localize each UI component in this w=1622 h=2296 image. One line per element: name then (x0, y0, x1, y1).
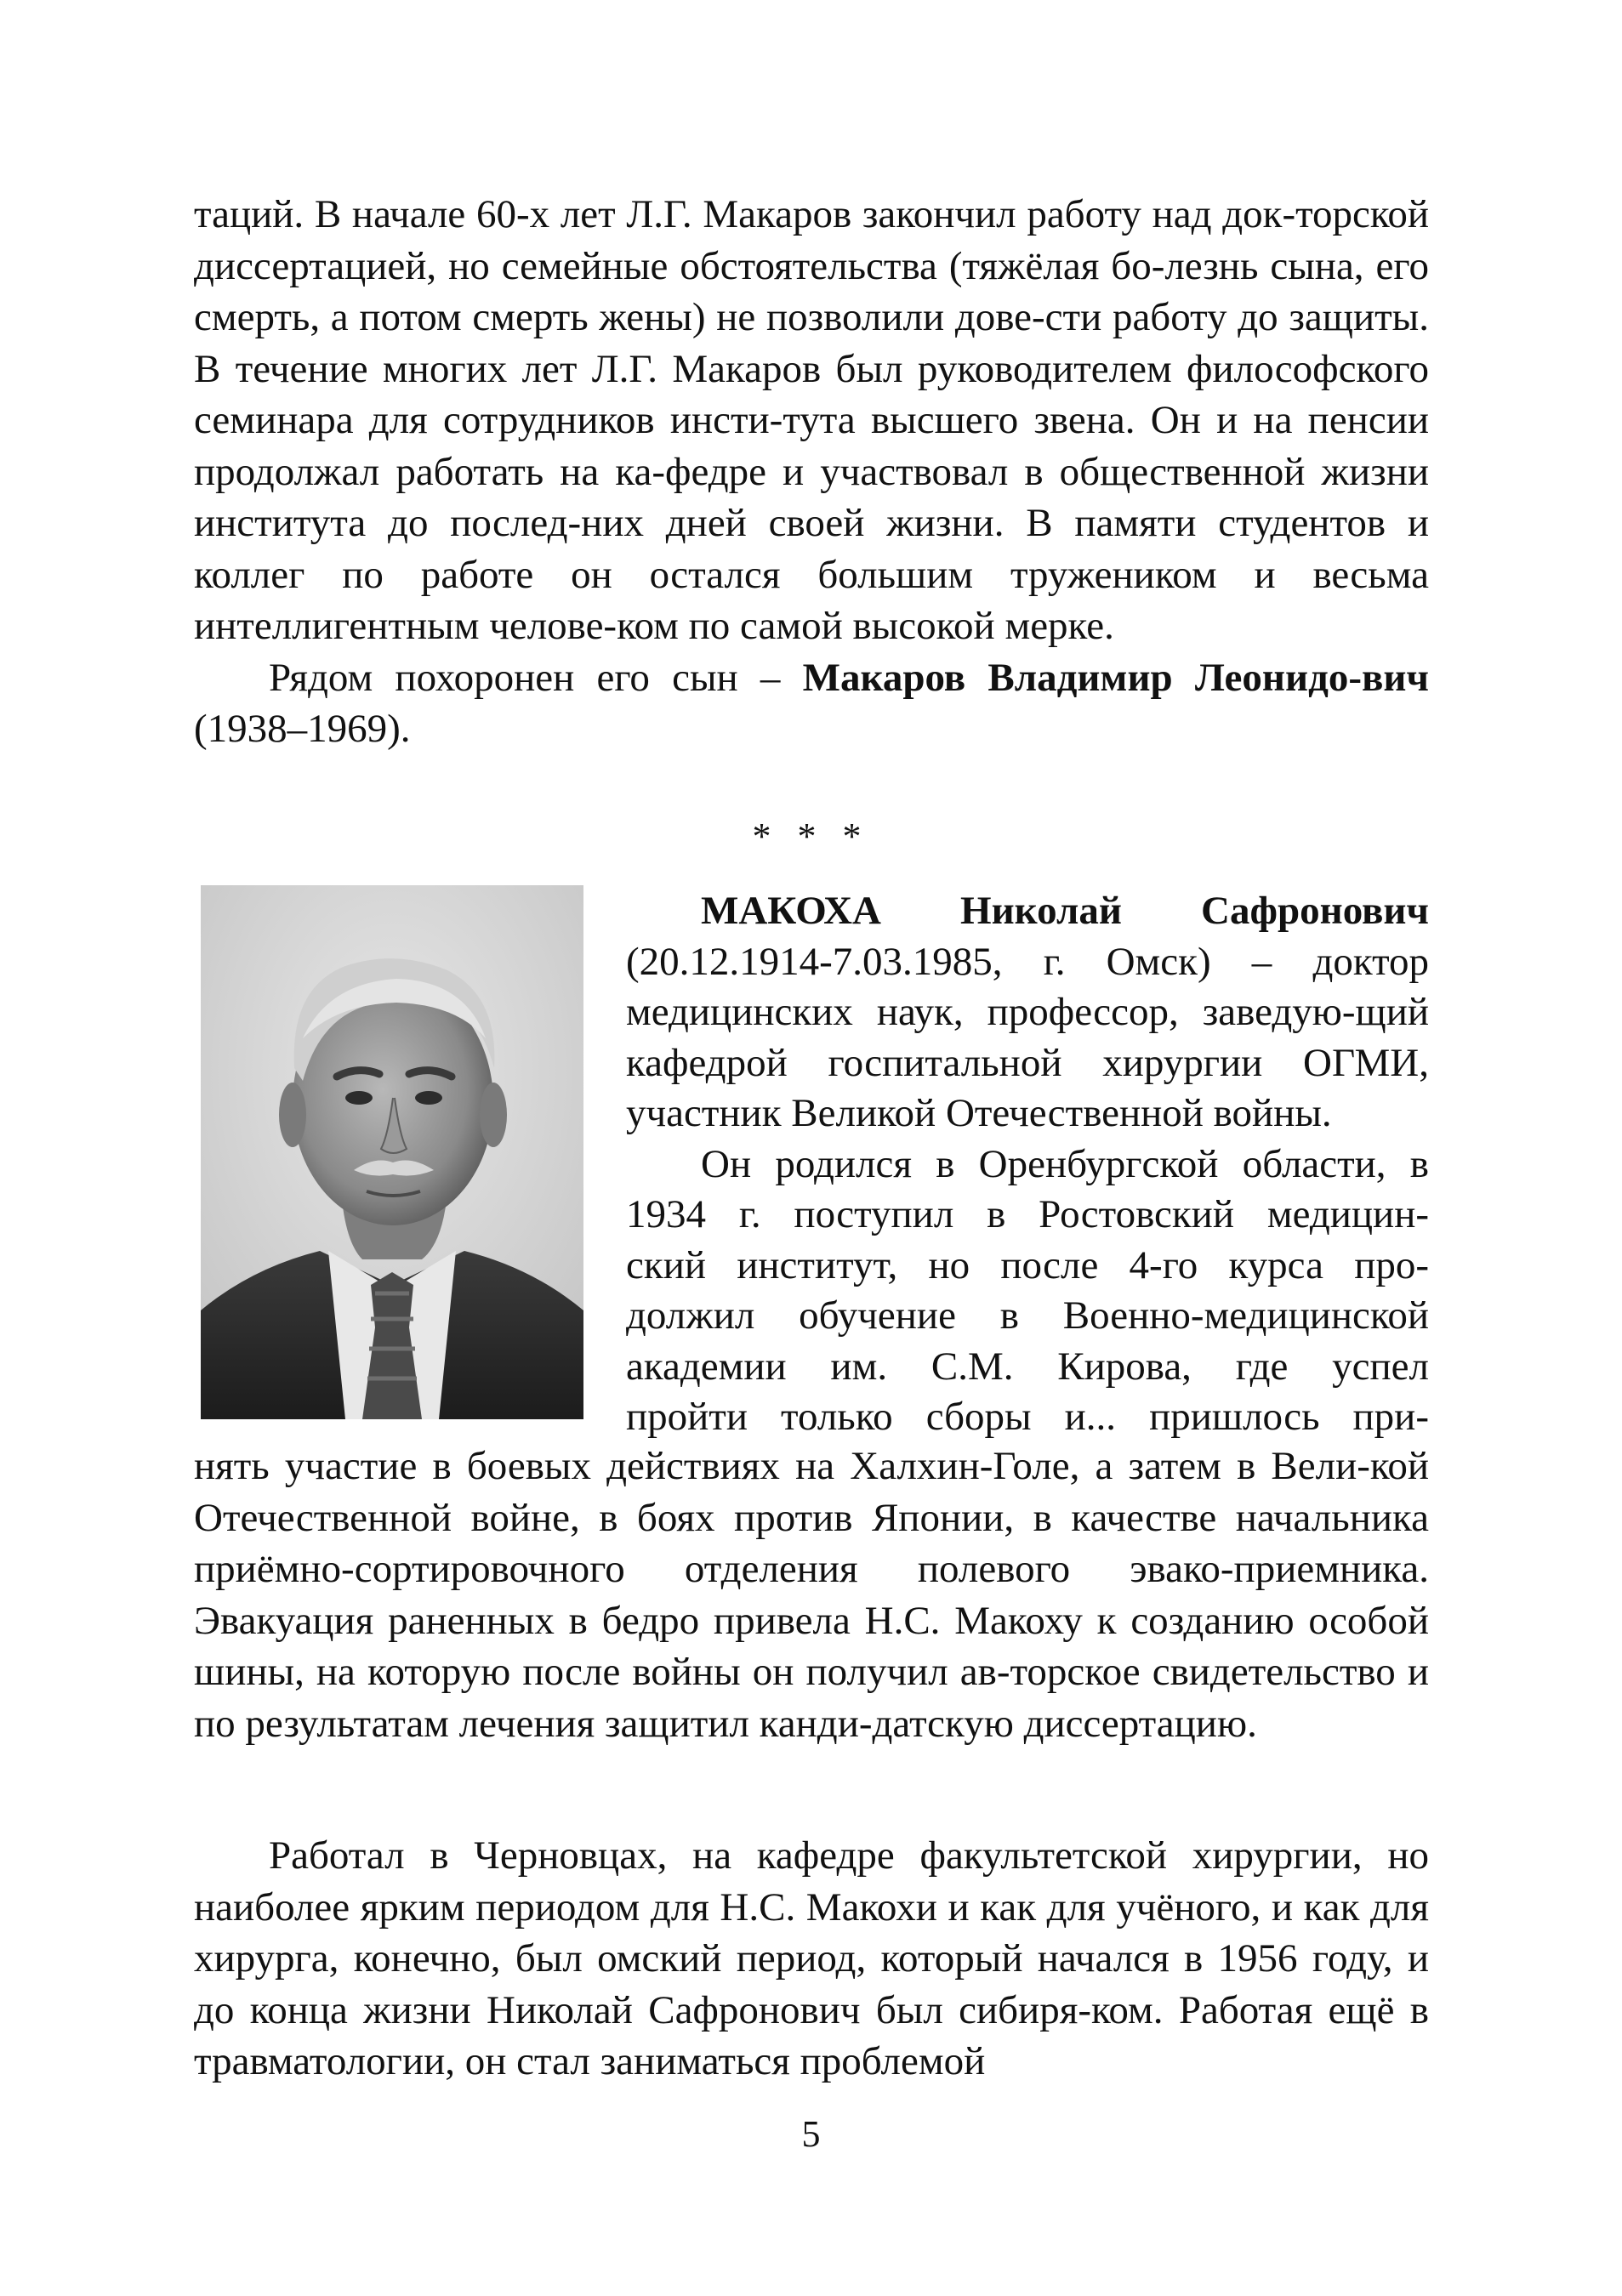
bio-side-lines (626, 1139, 1429, 1443)
final-paragraph (194, 1830, 1429, 2088)
bio-line: академии им. С.М. Кирова, где успел (626, 1344, 1429, 1389)
portrait-image (201, 885, 583, 1419)
page-number: 5 (801, 2113, 821, 2155)
bio-header (626, 886, 1429, 1139)
son-name: Макаров Владимир Леонидо-вич (802, 655, 1429, 700)
son-paragraph (194, 652, 1429, 755)
portrait-photo (201, 885, 583, 1419)
bio-continuation (194, 1441, 1429, 1749)
son-prefix: Рядом похоронен его сын – (269, 655, 803, 700)
bio-line: 1934 г. поступил в Ростовский медицин- (626, 1192, 1429, 1236)
biography-side-column (626, 886, 1429, 1443)
bio-continuation-text: нять участие в боевых действиях на Халхин-Голе, а затем в Вели-кой Отечественной войне, в боях против Японии, в качестве начальника приёмно-сортировочного отделения полевого эвако-приемника. Эвакуация раненных в бедро привела Н.С. Макоху к созданию особой шины, на которую после войны он получил ав-торское свидетельство и по результатам лечения защитил канди-датскую диссертацию. (194, 1444, 1429, 1746)
bio-intro: (20.12.1914-7.03.1985, г. Омск) – доктор медицинских наук, профессор, заведую-щий кафедрой госпитальной хирургии ОГМИ, участник Великой Отечественной войны. (626, 939, 1429, 1135)
final-text: Работал в Черновцах, на кафедре факультетской хирургии, но наиболее ярким периодом для Н.С. Макохи и как для учёного, и как для хирурга, конечно, был омский период, который начался в 1956 году, и до конца жизни Николай Сафронович был сибиря-ком. Работая ещё в травматологии, он стал заниматься проблемой (194, 1833, 1429, 2083)
bio-line: должил обучение в Военно-медицинской (626, 1293, 1429, 1338)
bio-line: ский институт, но после 4-го курса про- (626, 1242, 1429, 1287)
son-suffix: (1938–1969). (194, 707, 411, 751)
bio-line: пройти только сборы и... пришлось при- (626, 1395, 1429, 1439)
intro-text: таций. В начале 60-х лет Л.Г. Макаров закончил работу над док-торской диссертацией, но семейные обстоятельства (тяжёлая бо-лезнь сына, его смерть, а потом смерть жены) не позволили дове-сти работу до защиты. В течение многих лет Л.Г. Макаров был руководителем философского семинара для сотрудников инсти-тута высшего звена. Он и на пенсии продолжал работать на ка-федре и участвовал в общественной жизни института до послед-них дней своей жизни. В памяти студентов и коллег по работе он остался большим тружеником и весьма интеллигентным челове-ком по самой высокой мерке. (194, 192, 1429, 648)
intro-paragraph (194, 189, 1429, 755)
section-separator: * * * (752, 816, 870, 857)
bio-line: Он родился в Оренбургской области, в (701, 1141, 1429, 1186)
bio-name: МАКОХА Николай Сафронович (701, 889, 1429, 933)
